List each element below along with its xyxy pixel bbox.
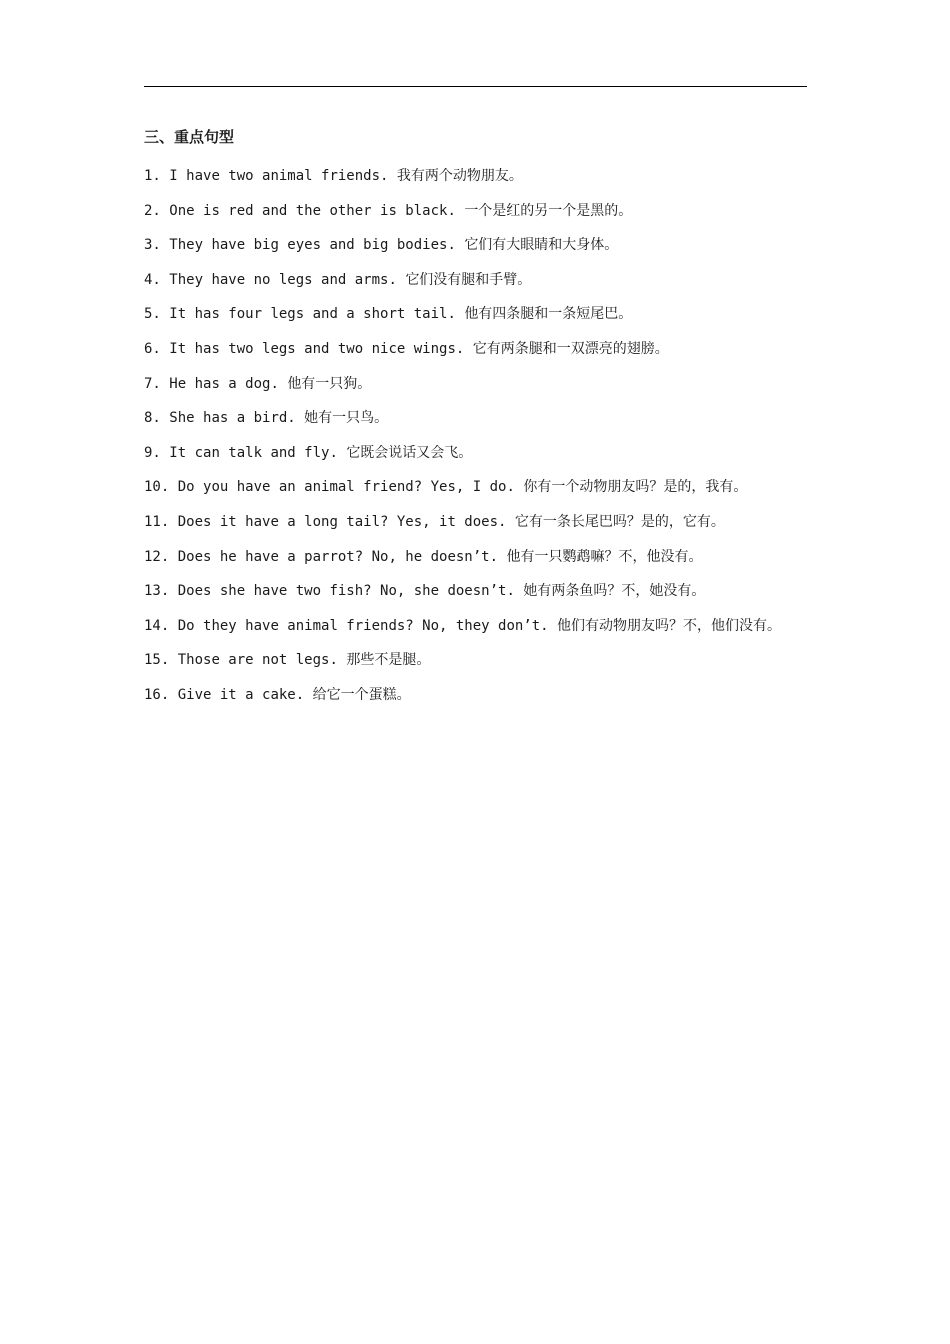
sentence-english: She has a bird. (169, 410, 296, 427)
sentence-item (144, 470, 808, 505)
sentence-chinese: 它有两条腿和一双漂亮的翅膀。 (472, 340, 669, 357)
sentence-english: Do you have an animal friend? Yes, I do. (177, 479, 515, 496)
sentence-english: Does it have a long tail? Yes, it does. (177, 513, 507, 530)
sentence-number: 6. (144, 340, 161, 357)
sentence-item (144, 367, 808, 402)
sentence-number: 10. (144, 479, 170, 496)
sentence-english: I have two animal friends. (169, 168, 389, 184)
sentence-chinese: 他有一只狗。 (287, 375, 372, 392)
sentence-number: 13. (144, 583, 170, 600)
sentence-chinese: 它有一条长尾巴吗？是的，它有。 (514, 513, 725, 530)
sentence-number: 3. (144, 237, 161, 254)
sentence-number: 14. (144, 617, 170, 634)
sentence-number: 16. (144, 686, 170, 703)
sentence-chinese: 一个是红的另一个是黑的。 (464, 202, 633, 219)
sentence-number: 5. (144, 306, 161, 323)
sentence-item (144, 228, 808, 263)
sentence-item (144, 609, 808, 644)
sentence-number: 11. (144, 513, 170, 530)
sentence-item (144, 194, 808, 229)
sentence-english: He has a dog. (169, 375, 279, 392)
sentence-chinese: 她有两条鱼吗？不，她没有。 (523, 583, 706, 600)
sentence-english: Does she have two fish? No, she doesn’t. (177, 583, 515, 600)
sentence-number: 9. (144, 444, 161, 461)
sentence-chinese: 她有一只鸟。 (304, 410, 389, 427)
sentence-chinese: 它既会说话又会飞。 (346, 444, 473, 461)
sentence-english: It has two legs and two nice wings. (169, 340, 465, 357)
sentence-chinese: 它们没有腿和手臂。 (405, 271, 532, 288)
sentence-chinese: 他有四条腿和一条短尾巴。 (464, 306, 633, 323)
sentence-item (144, 540, 808, 575)
sentence-chinese: 给它一个蛋糕。 (312, 686, 411, 703)
section-heading: 三、重点句型 (144, 128, 235, 146)
sentence-number: 12. (144, 548, 170, 565)
sentence-english: Those are not legs. (177, 652, 338, 669)
sentence-item (144, 505, 808, 540)
sentence-number: 8. (144, 410, 161, 427)
sentence-english: It has four legs and a short tail. (169, 306, 456, 323)
sentence-number: 4. (144, 271, 161, 288)
sentence-item (144, 436, 808, 471)
sentence-chinese: 它们有大眼睛和大身体。 (464, 237, 619, 254)
sentence-chinese: 你有一个动物朋友吗？是的，我有。 (523, 479, 748, 496)
sentence-english: It can talk and fly. (169, 444, 338, 461)
sentence-item (144, 643, 808, 678)
sentence-item (144, 159, 808, 194)
sentence-item (144, 297, 808, 332)
sentence-item (144, 263, 808, 298)
header-rule (144, 86, 807, 87)
document-body (144, 124, 808, 713)
sentence-number: 2. (144, 202, 161, 219)
sentence-chinese: 我有两个动物朋友。 (396, 168, 523, 184)
sentence-item (144, 401, 808, 436)
sentence-chinese: 他们有动物朋友吗？不，他们没有。 (557, 617, 782, 634)
sentence-number: 7. (144, 375, 161, 392)
sentence-english: They have no legs and arms. (169, 271, 397, 288)
sentence-number: 15. (144, 652, 170, 669)
sentence-english: They have big eyes and big bodies. (169, 237, 456, 254)
sentence-list (144, 159, 808, 713)
sentence-chinese: 那些不是腿。 (346, 652, 431, 669)
sentence-chinese: 他有一只鹦鹉嘛？不，他没有。 (506, 548, 703, 565)
sentence-item (144, 678, 808, 713)
sentence-english: Does he have a parrot? No, he doesn’t. (177, 548, 499, 565)
sentence-number: 1. (144, 168, 161, 184)
sentence-item (144, 332, 808, 367)
sentence-item (144, 574, 808, 609)
sentence-english: Give it a cake. (177, 686, 305, 703)
sentence-english: Do they have animal friends? No, they don’t. (177, 617, 549, 634)
sentence-english: One is red and the other is black. (169, 202, 456, 219)
